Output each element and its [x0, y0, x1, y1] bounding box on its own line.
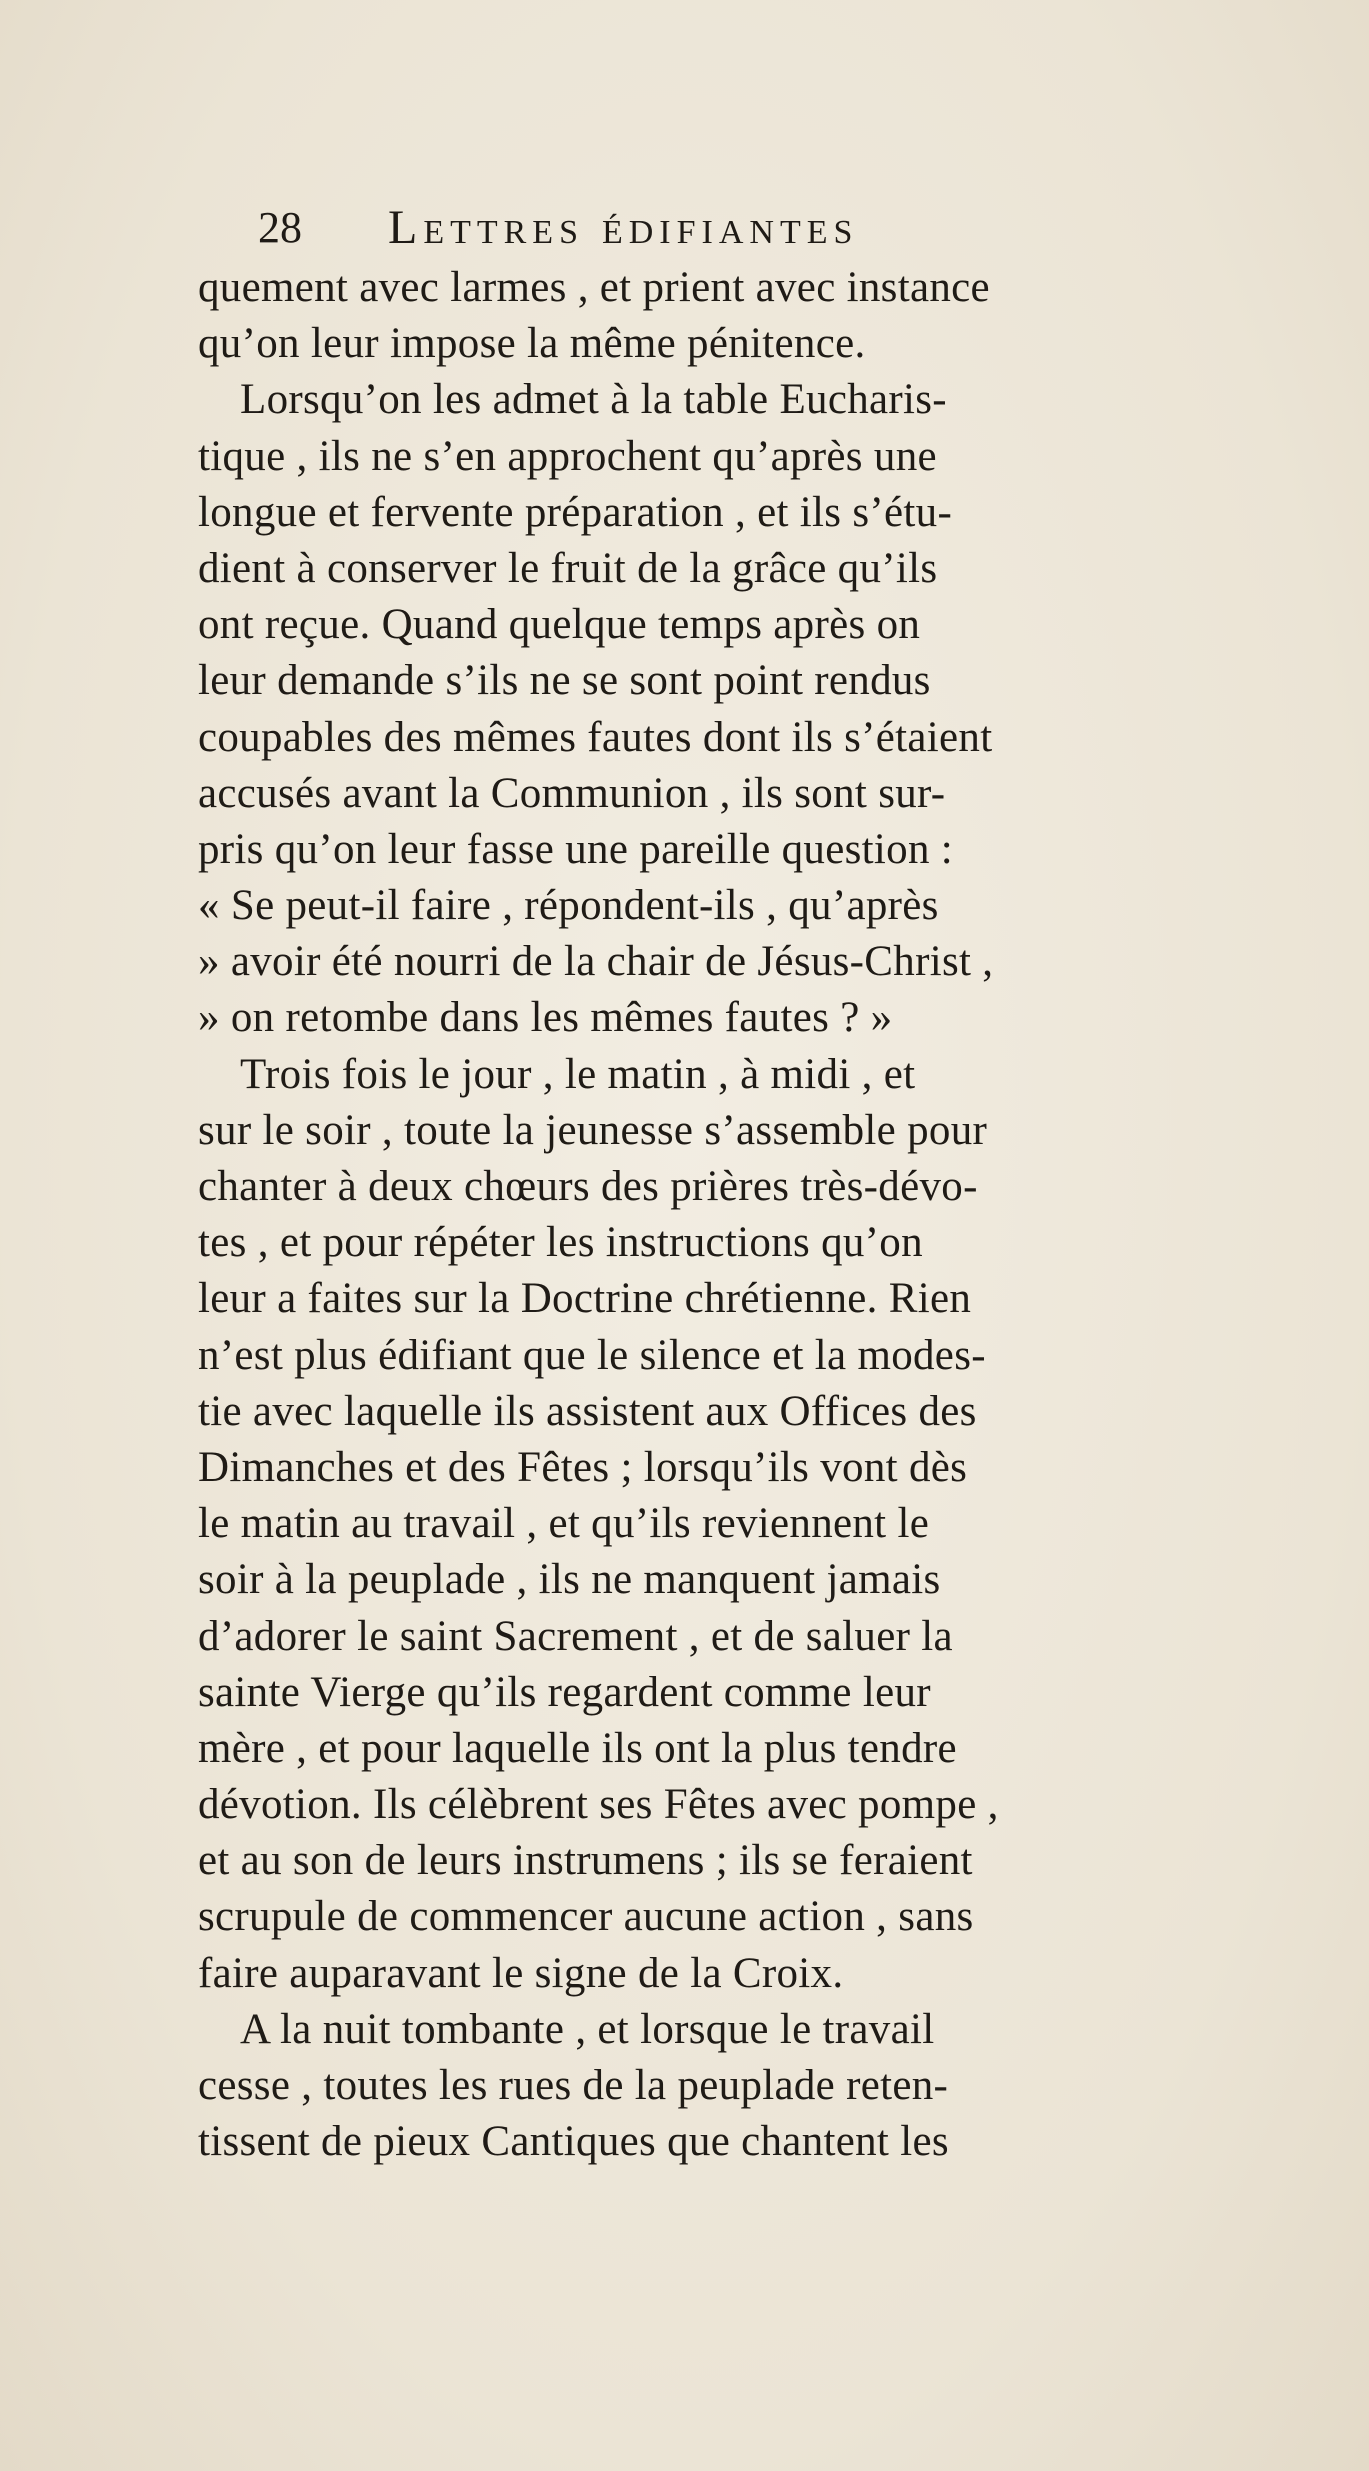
- body-text: [198, 260, 1298, 2170]
- text-line: dévotion. Ils célèbrent ses Fêtes avec pompe ,: [198, 1781, 999, 1829]
- text-line: soir à la peuplade , ils ne manquent jamais: [198, 1556, 941, 1604]
- text-line: faire auparavant le signe de la Croix.: [198, 1949, 844, 1997]
- text-line: » on retombe dans les mêmes fautes ? »: [198, 994, 893, 1042]
- text-line: « Se peut-il faire , répondent-ils , qu’après: [198, 882, 939, 930]
- text-line: Dimanches et des Fêtes ; lorsqu’ils vont dès: [198, 1443, 968, 1491]
- text-line: leur a faites sur la Doctrine chrétienne. Rien: [198, 1275, 972, 1323]
- text-line: longue et fervente préparation , et ils s’étu-: [198, 488, 953, 536]
- text-line: sur le soir , toute la jeunesse s’assemble pour: [198, 1106, 988, 1154]
- running-title: Lettres édifiantes: [388, 201, 859, 254]
- page-header: [258, 198, 1158, 268]
- text-line: accusés avant la Communion , ils sont sur-: [198, 769, 946, 817]
- text-line: chanter à deux chœurs des prières très-dévo-: [198, 1163, 978, 1210]
- text-line: A la nuit tombante , et lorsque le travail: [240, 2005, 935, 2053]
- text-line: sainte Vierge qu’ils regardent comme leur: [198, 1668, 931, 1716]
- text-line: qu’on leur impose la même pénitence.: [198, 320, 866, 368]
- text-line: Lorsqu’on les admet à la table Eucharis-: [240, 376, 947, 424]
- text-line: tes , et pour répéter les instructions qu’on: [198, 1219, 923, 1267]
- page-number: 28: [258, 203, 302, 252]
- text-line: mère , et pour laquelle ils ont la plus tendre: [198, 1724, 957, 1772]
- text-line: scrupule de commencer aucune action , sans: [198, 1893, 974, 1941]
- text-line: coupables des mêmes fautes dont ils s’étaient: [198, 713, 993, 761]
- text-line: » avoir été nourri de la chair de Jésus-Christ ,: [198, 938, 994, 986]
- text-line: quement avec larmes , et prient avec instance: [198, 264, 990, 311]
- text-line: tissent de pieux Cantiques que chantent les: [198, 2118, 949, 2166]
- text-line: cesse , toutes les rues de la peuplade reten-: [198, 2062, 949, 2109]
- text-line: Trois fois le jour , le matin , à midi , et: [240, 1050, 916, 1098]
- text-line: pris qu’on leur fasse une pareille question :: [198, 825, 954, 873]
- text-line: dient à conserver le fruit de la grâce qu’ils: [198, 544, 938, 592]
- text-line: tique , ils ne s’en approchent qu’après une: [198, 432, 937, 480]
- text-line: ont reçue. Quand quelque temps après on: [198, 601, 921, 649]
- text-line: et au son de leurs instrumens ; ils se feraient: [198, 1837, 973, 1885]
- text-line: d’adorer le saint Sacrement , et de saluer la: [198, 1612, 953, 1660]
- text-line: le matin au travail , et qu’ils reviennent le: [198, 1500, 930, 1548]
- text-line: tie avec laquelle ils assistent aux Offices des: [198, 1387, 977, 1435]
- text-line: n’est plus édifiant que le silence et la modes-: [198, 1331, 986, 1379]
- text-line: leur demande s’ils ne se sont point rendus: [198, 657, 931, 705]
